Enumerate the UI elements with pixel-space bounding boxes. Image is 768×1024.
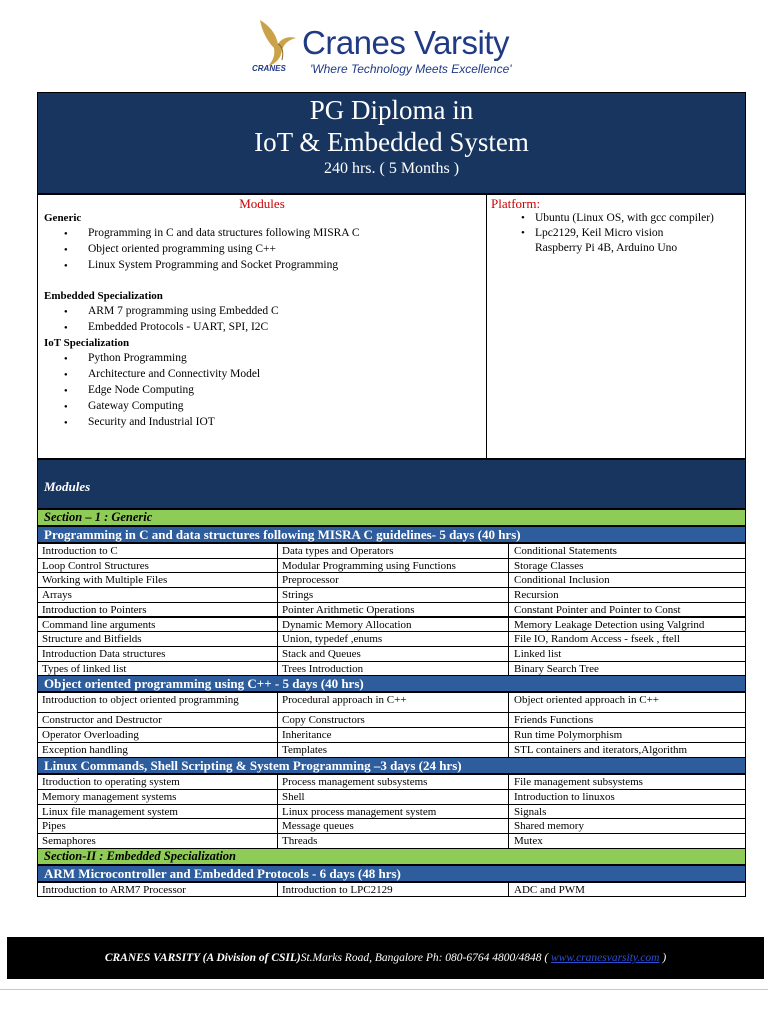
table-row <box>37 774 746 790</box>
list-item: ● Edge Node Computing <box>88 384 194 396</box>
platform-item: Raspberry Pi 4B, Arduino Uno <box>535 242 678 254</box>
table-cell: Signals <box>514 805 547 818</box>
table-row <box>37 558 746 574</box>
table-cell: File IO, Random Access - fseek , ftell <box>514 633 680 646</box>
table-cell: Shared memory <box>514 820 584 833</box>
group-embedded: Embedded Specialization <box>44 290 163 302</box>
page-bottom-line <box>0 989 768 990</box>
course-duration: 240 hrs. ( 5 Months ) <box>323 160 460 177</box>
list-item: ● Gateway Computing <box>88 400 184 412</box>
table-cell: Introduction to Pointers <box>42 603 147 616</box>
list-item: ● ARM 7 programming using Embedded C <box>88 305 279 317</box>
arm-module-title-label: ARM Microcontroller and Embedded Protocols - 6 days (48 hrs) <box>44 865 401 881</box>
list-item: ● Python Programming <box>88 352 187 364</box>
table-cell: ADC and PWM <box>514 883 585 896</box>
table-row <box>37 587 746 603</box>
table-cell: Conditional Inclusion <box>514 574 610 587</box>
table-cell: Itroduction to operating system <box>42 776 180 789</box>
table-cell: Procedural approach in C++ <box>282 694 407 707</box>
table-cell: Strings <box>282 589 314 602</box>
table-cell: STL containers and iterators,Algorithm <box>514 744 688 757</box>
oop-module-title-label: Object oriented programming using C++ - 5 days (40 hrs) <box>44 676 364 692</box>
table-cell: Message queues <box>282 820 354 833</box>
table-cell: Recursion <box>514 589 559 602</box>
table-cell: Semaphores <box>42 835 96 848</box>
logo-brand: Cranes Varsity <box>302 24 509 61</box>
table-cell: Conditional Statements <box>514 545 617 557</box>
table-row <box>37 804 746 820</box>
list-item: ● Embedded Protocols - UART, SPI, I2C <box>88 321 268 333</box>
table-cell: Introduction to LPC2129 <box>282 883 393 896</box>
oop-module-title <box>37 675 746 692</box>
linux-module-title <box>37 757 746 774</box>
table-cell: Object oriented approach in C++ <box>514 694 659 707</box>
table-cell: File management subsystems <box>514 776 643 789</box>
table-row <box>37 882 746 898</box>
table-cell: Storage Classes <box>514 559 584 572</box>
table-row <box>37 818 746 834</box>
list-item: ● Architecture and Connectivity Model <box>88 368 260 380</box>
section-embedded-label: Section-II : Embedded Specialization <box>44 848 237 863</box>
table-cell: Introduction to ARM7 Processor <box>42 883 186 896</box>
footer-website-link[interactable]: www.cranesvarsity.com <box>551 952 660 964</box>
table-cell: Working with Multiple Files <box>42 574 168 587</box>
section-embedded <box>37 848 746 865</box>
platform-item: • Ubuntu (Linux OS, with gcc compiler) <box>535 212 714 224</box>
table-row <box>37 692 746 713</box>
footer-close: ) <box>659 952 667 964</box>
table-cell: Structure and Bitfields <box>42 633 142 646</box>
footer <box>7 937 764 979</box>
section-generic <box>37 509 746 526</box>
table-cell: Shell <box>282 791 305 803</box>
list-item: ● Linux System Programming and Socket Programming <box>88 259 338 271</box>
footer-company: CRANES VARSITY (A Division of CSIL) <box>104 952 301 964</box>
table-cell: Types of linked list <box>42 662 127 675</box>
group-generic: Generic <box>44 212 82 224</box>
table-cell: Arrays <box>42 589 72 602</box>
logo <box>252 12 532 78</box>
table-cell: Binary Search Tree <box>514 662 599 675</box>
course-title-line1: PG Diploma in <box>309 95 474 125</box>
table-cell: Threads <box>282 835 318 848</box>
platform-item: • Lpc2129, Keil Micro vision <box>535 227 663 239</box>
overview-box <box>37 194 746 459</box>
table-cell: Copy Constructors <box>282 714 365 727</box>
modules-heading: Modules <box>239 196 285 211</box>
crane-bird-icon <box>254 16 298 68</box>
platform-heading: Platform: <box>491 196 541 211</box>
table-cell: Templates <box>282 744 328 757</box>
table-row <box>37 602 746 618</box>
table-cell: Loop Control Structures <box>42 559 149 572</box>
course-banner <box>37 92 746 194</box>
table-cell: Mutex <box>514 835 543 848</box>
table-row <box>37 543 746 559</box>
table-cell: Process management subsystems <box>282 776 428 789</box>
table-row <box>37 727 746 743</box>
table-cell: Linked list <box>514 647 562 660</box>
table-row <box>37 572 746 588</box>
course-title-line2: IoT & Embedded System <box>254 127 529 157</box>
table-cell: Pointer Arithmetic Operations <box>282 603 415 616</box>
modules-bar <box>37 459 746 509</box>
table-cell: Stack and Queues <box>282 647 361 660</box>
logo-mini: CRANES <box>252 64 286 73</box>
table-cell: Constructor and Destructor <box>42 714 162 727</box>
arm-module-title <box>37 865 746 882</box>
footer-address: St.Marks Road, Bangalore Ph: 080-6764 4800/4848 ( <box>300 952 552 964</box>
list-item: ● Object oriented programming using C++ <box>88 243 276 255</box>
linux-module-title-label: Linux Commands, Shell Scripting & System Programming –3 days (24 hrs) <box>44 758 462 774</box>
table-cell: Trees Introduction <box>282 662 364 675</box>
list-item: ● Security and Industrial IOT <box>88 416 215 428</box>
table-cell: Run time Polymorphism <box>514 729 623 742</box>
section-generic-label: Section – 1 : Generic <box>44 510 153 524</box>
table-cell: Exception handling <box>42 744 128 757</box>
table-cell: Data types and Operators <box>282 545 394 557</box>
table-cell: Introduction Data structures <box>42 647 166 660</box>
table-cell: Modular Programming using Functions <box>282 559 456 572</box>
table-cell: Friends Functions <box>514 714 594 727</box>
c-module-title <box>37 526 746 543</box>
table-cell: Inheritance <box>282 729 332 742</box>
table-cell: Pipes <box>42 820 66 833</box>
table-row <box>37 833 746 849</box>
table-row <box>37 617 746 633</box>
c-module-title-label: Programming in C and data structures following MISRA C guidelines- 5 days (40 hrs) <box>44 527 521 542</box>
table-cell: Preprocessor <box>282 574 339 587</box>
group-iot: IoT Specialization <box>44 337 130 349</box>
table-cell: Memory management systems <box>42 791 177 803</box>
table-row <box>37 631 746 647</box>
table-row <box>37 646 746 662</box>
table-cell: Operator Overloading <box>42 729 139 742</box>
table-row <box>37 661 746 677</box>
table-row <box>37 712 746 728</box>
list-item: ● Programming in C and data structures following MISRA C <box>88 227 360 239</box>
table-cell: Introduction to C <box>42 545 118 557</box>
table-cell: Memory Leakage Detection using Valgrind <box>514 618 705 631</box>
table-row <box>37 789 746 805</box>
table-cell: Command line arguments <box>42 618 156 631</box>
logo-tagline: 'Where Technology Meets Excellence' <box>310 62 512 76</box>
table-cell: Introduction to linuxos <box>514 791 615 803</box>
table-cell: Union, typedef ,enums <box>282 633 383 646</box>
overview-divider <box>486 195 487 458</box>
modules-bar-label: Modules <box>44 479 91 494</box>
table-cell: Dynamic Memory Allocation <box>282 618 412 631</box>
table-row <box>37 742 746 758</box>
table-cell: Linux process management system <box>282 805 437 818</box>
table-cell: Introduction to object oriented programming <box>42 694 239 707</box>
table-cell: Linux file management system <box>42 805 178 818</box>
table-cell: Constant Pointer and Pointer to Const <box>514 603 681 616</box>
